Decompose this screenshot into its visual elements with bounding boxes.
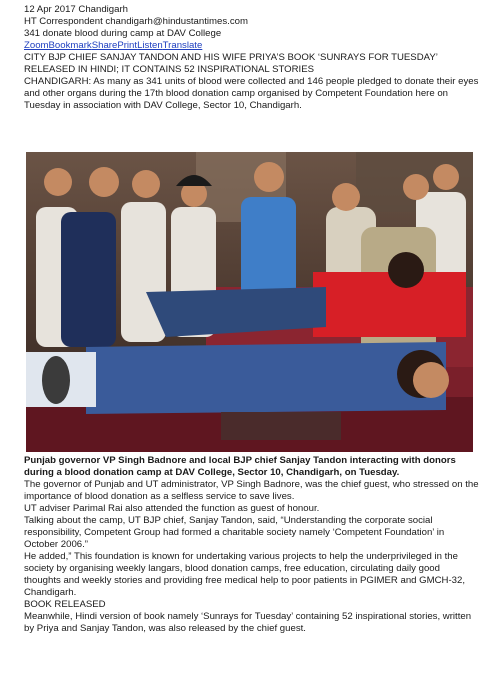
article-toolbar [24,40,479,52]
print-link[interactable]: Print [117,40,138,51]
blood-donation-camp-photo [26,152,473,452]
body-paragraph-1: The governor of Punjab and UT administrator, VP Singh Badnore, was the chief guest, who stressed on the importance of blood donation as a selfless service to save lives. [24,479,479,502]
article-title: 341 donate blood during camp at DAV College [24,28,222,39]
zoom-link[interactable]: Zoom [24,40,49,51]
article-body [24,479,479,635]
translate-link[interactable]: Translate [162,40,203,51]
listen-link[interactable]: Listen [137,40,163,51]
article-headline: CITY BJP CHIEF SANJAY TANDON AND HIS WIFE PRIYA’S BOOK ‘SUNRAYS FOR TUESDAY’ RELEASED IN HINDI; IT CONTAINS 52 INSPIRATIONAL STORIES [24,52,438,75]
body-paragraph-3: Talking about the camp, UT BJP chief, Sanjay Tandon, said, “Understanding the corporate social responsibility, Competent Group had formed a charitable society namely ‘Competent Foundation’ in October 2006.” [24,515,445,550]
news-photo [26,152,473,452]
body-paragraph-2: UT adviser Parimal Rai also attended the function as guest of honour. [24,503,320,514]
share-link[interactable]: Share [91,40,118,51]
intro-paragraph: CHANDIGARH: As many as 341 units of blood were collected and 146 people pledged to donate their eyes and other organs during the 17th blood donation camp organised by Competent Foundation here on Tuesday in association with DAV College, Sector 10, Chandigarh. [24,76,479,111]
photo-caption: Punjab governor VP Singh Badnore and local BJP chief Sanjay Tandon interacting with donors during a blood donation camp at DAV College, Sector 10, Chandigarh, on Tuesday. [24,455,456,478]
dateline: 12 Apr 2017 Chandigarh [24,4,129,15]
body-paragraph-5: Meanwhile, Hindi version of book namely ‘Sunrays for Tuesday’ containing 52 inspirational stories, written by Priya and Sanjay Tandon, was also released by the chief guest. [24,611,472,634]
article-header [24,4,479,112]
subhead-book-released: BOOK RELEASED [24,599,106,610]
body-paragraph-4: He added,” This foundation is known for undertaking various projects to help the underprivileged in the society by organising weekly langars, blood donation camps, free education, circulating daily good thoughts and weekly stories and providing free medical help to poor patients in PGIMER and GMCH-32, Chandigarh. [24,551,466,598]
bookmark-link[interactable]: Bookmark [48,40,92,51]
byline: HT Correspondent chandigarh@hindustantimes.com [24,16,248,27]
